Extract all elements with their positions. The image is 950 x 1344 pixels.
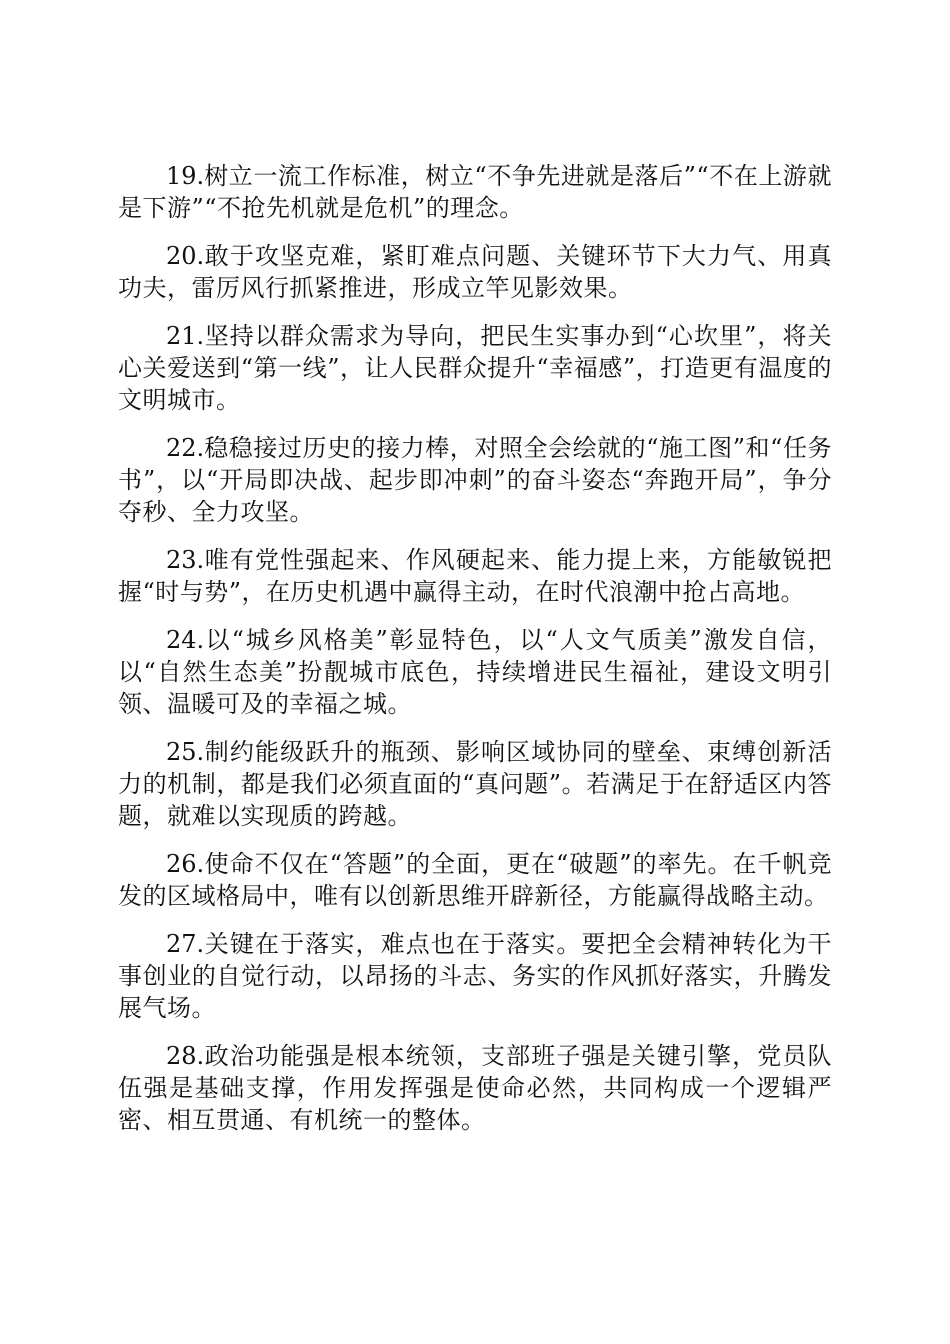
paragraph-text: 敢于攻坚克难，紧盯难点问题、关键环节下大力气、用真功夫，雷厉风行抓紧推进，形成立竿见影效果。 xyxy=(118,242,832,302)
paragraph-number: 25. xyxy=(166,738,205,766)
paragraph-text: 稳稳接过历史的接力棒，对照全会绘就的“施工图”和“任务书”，以“开局即决战、起步即冲刺”的奋斗姿态“奔跑开局”，争分夺秒、全力攻坚。 xyxy=(118,434,832,526)
paragraph-number: 26. xyxy=(166,850,205,878)
paragraph-19 xyxy=(118,160,832,224)
paragraph-number: 24. xyxy=(166,626,205,654)
paragraph-28 xyxy=(118,1040,832,1136)
paragraph-number: 27. xyxy=(166,930,205,958)
paragraph-text: 关键在于落实，难点也在于落实。要把全会精神转化为干事创业的自觉行动，以昂扬的斗志、务实的作风抓好落实，升腾发展气场。 xyxy=(118,930,832,1022)
paragraph-21 xyxy=(118,320,832,416)
paragraph-number: 22. xyxy=(166,434,205,462)
paragraph-number: 19. xyxy=(166,162,205,190)
paragraph-22 xyxy=(118,432,832,528)
paragraph-25 xyxy=(118,736,832,832)
paragraph-text: 唯有党性强起来、作风硬起来、能力提上来，方能敏锐把握“时与势”，在历史机遇中赢得主动，在时代浪潮中抢占高地。 xyxy=(118,546,832,606)
paragraph-24 xyxy=(118,624,832,720)
paragraph-text: 使命不仅在“答题”的全面，更在“破题”的率先。在千帆竞发的区域格局中，唯有以创新思维开辟新径，方能赢得战略主动。 xyxy=(118,850,832,910)
paragraph-23 xyxy=(118,544,832,608)
paragraph-number: 20. xyxy=(166,242,205,270)
paragraph-text: 坚持以群众需求为导向，把民生实事办到“心坎里”，将关心关爱送到“第一线”，让人民群众提升“幸福感”，打造更有温度的文明城市。 xyxy=(118,322,832,414)
paragraph-text: 树立一流工作标准，树立“不争先进就是落后”“不在上游就是下游”“不抢先机就是危机”的理念。 xyxy=(118,162,832,222)
paragraph-number: 28. xyxy=(166,1042,205,1070)
paragraph-text: 以“城乡风格美”彰显特色，以“人文气质美”激发自信，以“自然生态美”扮靓城市底色，持续增进民生福祉，建设文明引领、温暖可及的幸福之城。 xyxy=(118,626,832,718)
document-page xyxy=(118,160,832,1152)
paragraph-text: 制约能级跃升的瓶颈、影响区域协同的壁垒、束缚创新活力的机制，都是我们必须直面的“真问题”。若满足于在舒适区内答题，就难以实现质的跨越。 xyxy=(118,738,832,830)
paragraph-26 xyxy=(118,848,832,912)
paragraph-number: 21. xyxy=(166,322,205,350)
paragraph-20 xyxy=(118,240,832,304)
paragraph-number: 23. xyxy=(166,546,205,574)
paragraph-text: 政治功能强是根本统领，支部班子强是关键引擎，党员队伍强是基础支撑，作用发挥强是使命必然，共同构成一个逻辑严密、相互贯通、有机统一的整体。 xyxy=(118,1042,832,1134)
paragraph-27 xyxy=(118,928,832,1024)
